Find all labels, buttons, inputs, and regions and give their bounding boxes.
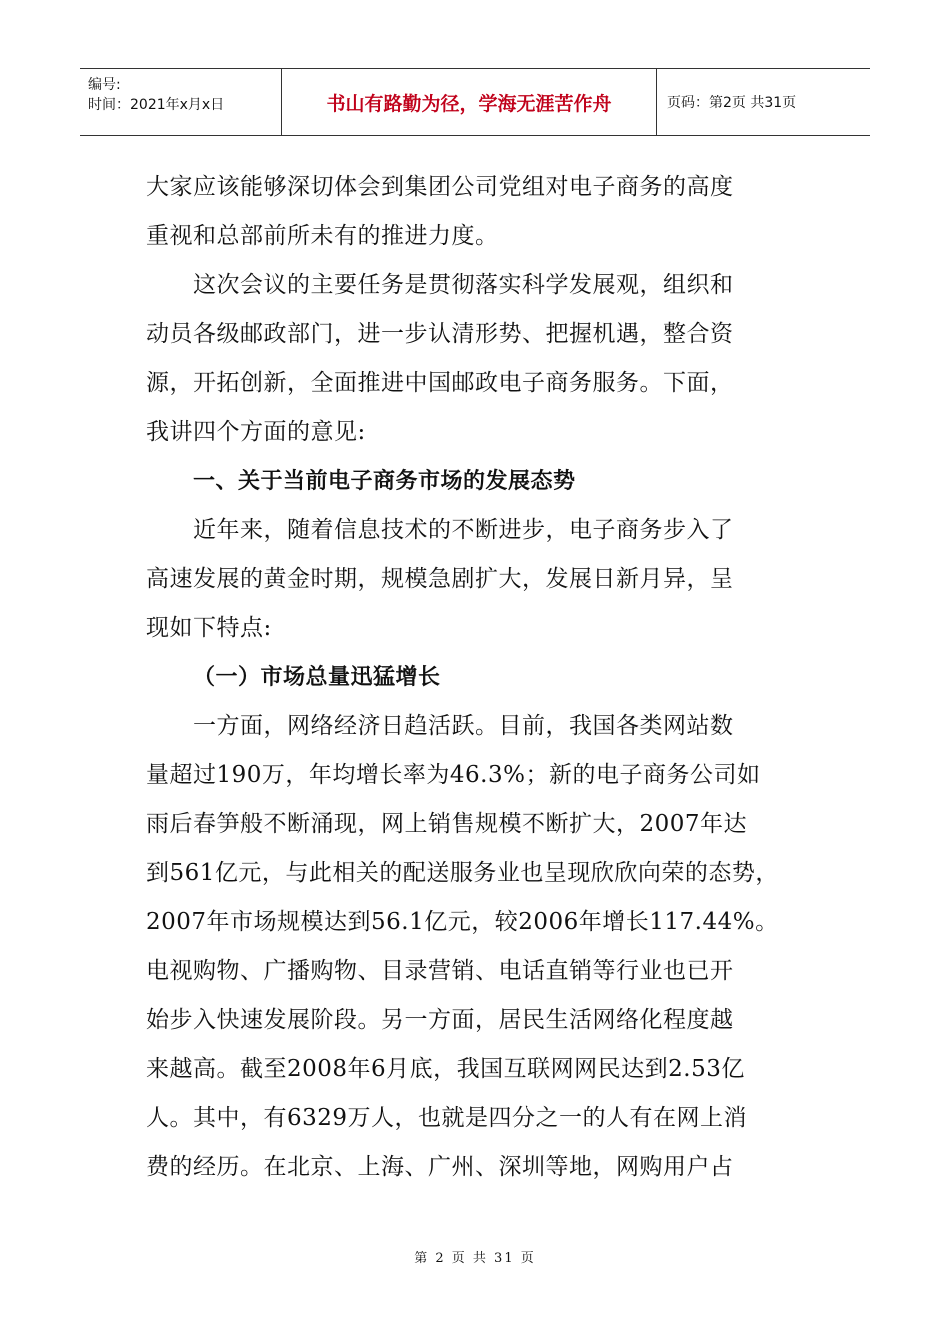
body-line: 这次会议的主要任务是贯彻落实科学发展观，组织和 — [193, 272, 734, 298]
body-line: 大家应该能够深切体会到集团公司党组对电子商务的高度 — [146, 174, 734, 200]
body-line: 高速发展的黄金时期，规模急剧扩大，发展日新月异，呈 — [146, 566, 734, 592]
body-line: 重视和总部前所未有的推进力度。 — [146, 223, 499, 249]
body-line: 人。其中，有6329万人，也就是四分之一的人有在网上消 — [146, 1105, 748, 1131]
date-label: 时间：2021年x月x日 — [88, 97, 225, 113]
subsection-heading: （一）市场总量迅猛增长 — [193, 665, 441, 690]
body-line: 近年来，随着信息技术的不断进步，电子商务步入了 — [193, 517, 734, 543]
header-page-info: 页码：第2页 共31页 — [667, 95, 797, 111]
body-line: 源，开拓创新，全面推进中国邮政电子商务服务。下面， — [146, 370, 734, 396]
body-line: 电视购物、广播购物、目录营销、电话直销等行业也已开 — [146, 958, 734, 984]
body-line: 到561亿元，与此相关的配送服务业也呈现欣欣向荣的态势， — [146, 860, 779, 886]
header-meta — [80, 69, 282, 135]
body-line: 我讲四个方面的意见: — [146, 419, 366, 445]
body-line: 一方面，网络经济日趋活跃。目前，我国各类网站数 — [193, 713, 734, 739]
body-line: 费的经历。在北京、上海、广州、深圳等地，网购用户占 — [146, 1154, 734, 1180]
body-line: 现如下特点: — [146, 615, 272, 641]
section-heading: 一、关于当前电子商务市场的发展态势 — [193, 469, 576, 494]
body-line: 雨后春笋般不断涌现，网上销售规模不断扩大，2007年达 — [146, 811, 748, 837]
body-line: 量超过190万，年均增长率为46.3%；新的电子商务公司如 — [146, 762, 761, 788]
header-motto: 书山有路勤为径，学海无涯苦作舟 — [282, 69, 657, 135]
body-line: 始步入快速发展阶段。另一方面，居民生活网络化程度越 — [146, 1007, 734, 1033]
body-line: 来越高。截至2008年6月底，我国互联网网民达到2.53亿 — [146, 1056, 745, 1082]
page-header — [80, 68, 870, 136]
page-footer: 第 2 页 共 31 页 — [414, 1251, 536, 1266]
document-body — [146, 163, 806, 1192]
body-line: 动员各级邮政部门，进一步认清形势、把握机遇，整合资 — [146, 321, 734, 347]
serial-number-label: 编号: — [88, 77, 121, 93]
body-line: 2007年市场规模达到56.1亿元，较2006年增长117.44%。 — [146, 909, 779, 935]
